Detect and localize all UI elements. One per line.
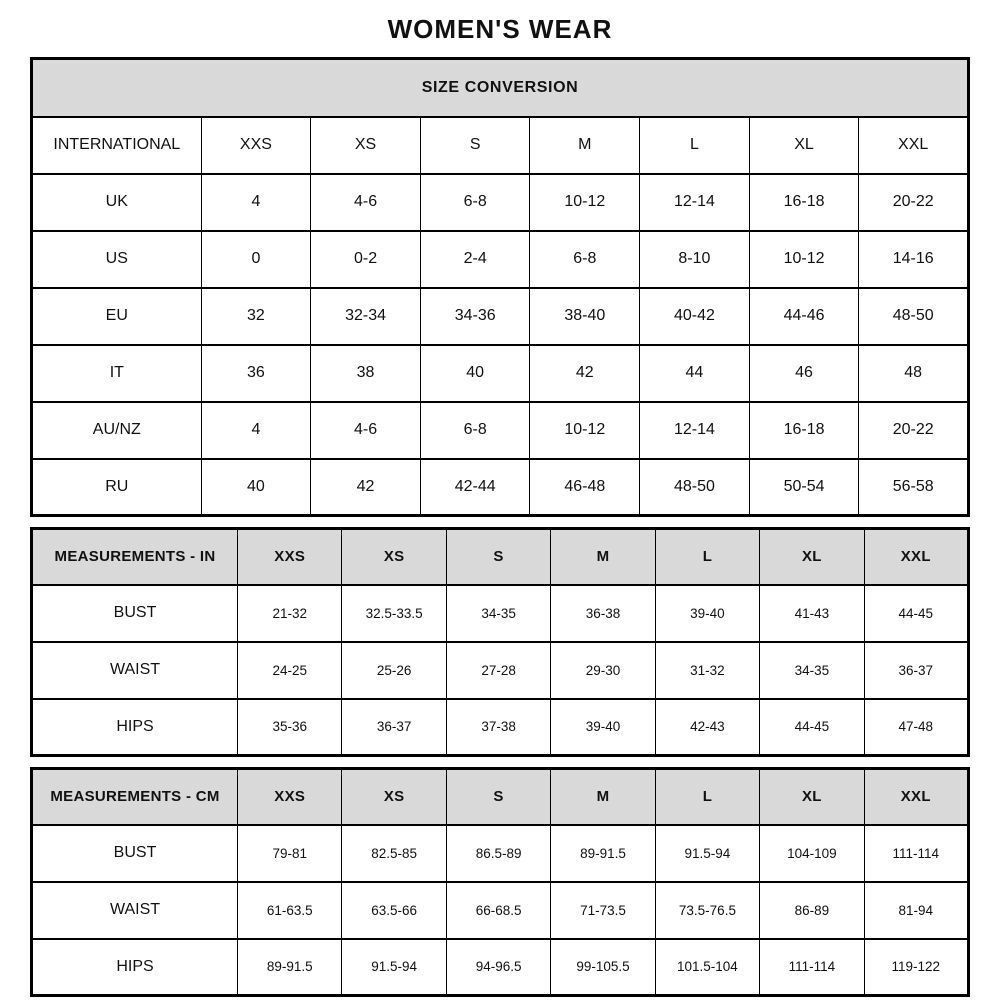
- value-cell: 14-16: [859, 231, 969, 288]
- value-cell: 25-26: [342, 642, 446, 699]
- value-cell: 50-54: [749, 459, 859, 516]
- header-cell: XL: [760, 769, 864, 825]
- value-cell: 73.5-76.5: [655, 882, 759, 939]
- value-cell: 4-6: [311, 174, 421, 231]
- table-row: [32, 825, 969, 882]
- measurements-in-body: [32, 585, 969, 756]
- header-cell: XXS: [238, 529, 342, 585]
- value-cell: 4: [201, 402, 311, 459]
- value-cell: 32-34: [311, 288, 421, 345]
- page-title: WOMEN'S WEAR: [387, 14, 613, 44]
- value-cell: 119-122: [864, 939, 968, 996]
- value-cell: 21-32: [238, 585, 342, 642]
- value-cell: 38-40: [530, 288, 640, 345]
- value-cell: 91.5-94: [342, 939, 446, 996]
- value-cell: 24-25: [238, 642, 342, 699]
- value-cell: 99-105.5: [551, 939, 655, 996]
- size-conversion-header-row: [32, 117, 969, 174]
- value-cell: 32.5-33.5: [342, 585, 446, 642]
- header-cell: L: [655, 769, 759, 825]
- header-cell: XXL: [864, 529, 968, 585]
- size-conversion-title-row: [32, 59, 969, 117]
- value-cell: 39-40: [551, 699, 655, 756]
- value-cell: 27-28: [446, 642, 550, 699]
- table-row: [32, 288, 969, 345]
- value-cell: 6-8: [530, 231, 640, 288]
- size-conversion-title: SIZE CONVERSION: [32, 59, 969, 117]
- value-cell: 35-36: [238, 699, 342, 756]
- value-cell: 42: [311, 459, 421, 516]
- size-conversion-table: [30, 57, 970, 517]
- header-cell: XS: [342, 769, 446, 825]
- header-cell: XL: [749, 117, 859, 174]
- value-cell: 56-58: [859, 459, 969, 516]
- value-cell: 71-73.5: [551, 882, 655, 939]
- value-cell: 91.5-94: [655, 825, 759, 882]
- table-row: [32, 699, 969, 756]
- header-cell: XXL: [864, 769, 968, 825]
- row-label: WAIST: [32, 882, 238, 939]
- table-row: [32, 882, 969, 939]
- value-cell: 101.5-104: [655, 939, 759, 996]
- value-cell: 40: [420, 345, 530, 402]
- value-cell: 36: [201, 345, 311, 402]
- table-row: [32, 939, 969, 996]
- measurements-in-table: [30, 527, 970, 757]
- table-row: [32, 402, 969, 459]
- header-cell: XXL: [859, 117, 969, 174]
- value-cell: 6-8: [420, 402, 530, 459]
- value-cell: 48-50: [640, 459, 750, 516]
- value-cell: 40-42: [640, 288, 750, 345]
- value-cell: 61-63.5: [238, 882, 342, 939]
- measurements-cm-table: [30, 767, 970, 997]
- header-cell: S: [420, 117, 530, 174]
- value-cell: 0-2: [311, 231, 421, 288]
- measurements-in-header-row: [32, 529, 969, 585]
- row-label: HIPS: [32, 699, 238, 756]
- value-cell: 10-12: [530, 402, 640, 459]
- value-cell: 8-10: [640, 231, 750, 288]
- row-label: WAIST: [32, 642, 238, 699]
- table-row: [32, 174, 969, 231]
- value-cell: 42: [530, 345, 640, 402]
- value-cell: 31-32: [655, 642, 759, 699]
- header-cell: XS: [311, 117, 421, 174]
- value-cell: 38: [311, 345, 421, 402]
- value-cell: 41-43: [760, 585, 864, 642]
- measurements-cm-header-row: [32, 769, 969, 825]
- row-label: UK: [32, 174, 202, 231]
- header-cell: MEASUREMENTS - CM: [32, 769, 238, 825]
- header-cell: M: [551, 529, 655, 585]
- table-row: [32, 642, 969, 699]
- value-cell: 44-46: [749, 288, 859, 345]
- value-cell: 12-14: [640, 174, 750, 231]
- value-cell: 40: [201, 459, 311, 516]
- value-cell: 86.5-89: [446, 825, 550, 882]
- value-cell: 111-114: [864, 825, 968, 882]
- value-cell: 44: [640, 345, 750, 402]
- value-cell: 10-12: [749, 231, 859, 288]
- table-row: [32, 231, 969, 288]
- value-cell: 36-38: [551, 585, 655, 642]
- value-cell: 34-36: [420, 288, 530, 345]
- row-label: AU/NZ: [32, 402, 202, 459]
- value-cell: 81-94: [864, 882, 968, 939]
- value-cell: 0: [201, 231, 311, 288]
- header-cell: MEASUREMENTS - IN: [32, 529, 238, 585]
- header-cell: INTERNATIONAL: [32, 117, 202, 174]
- value-cell: 12-14: [640, 402, 750, 459]
- value-cell: 63.5-66: [342, 882, 446, 939]
- value-cell: 44-45: [864, 585, 968, 642]
- row-label: HIPS: [32, 939, 238, 996]
- value-cell: 16-18: [749, 174, 859, 231]
- value-cell: 104-109: [760, 825, 864, 882]
- value-cell: 32: [201, 288, 311, 345]
- value-cell: 36-37: [864, 642, 968, 699]
- header-cell: M: [551, 769, 655, 825]
- value-cell: 47-48: [864, 699, 968, 756]
- value-cell: 111-114: [760, 939, 864, 996]
- row-label: RU: [32, 459, 202, 516]
- value-cell: 4-6: [311, 402, 421, 459]
- value-cell: 86-89: [760, 882, 864, 939]
- measurements-cm-body: [32, 825, 969, 996]
- value-cell: 36-37: [342, 699, 446, 756]
- value-cell: 39-40: [655, 585, 759, 642]
- header-cell: S: [446, 529, 550, 585]
- value-cell: 94-96.5: [446, 939, 550, 996]
- value-cell: 34-35: [760, 642, 864, 699]
- header-cell: M: [530, 117, 640, 174]
- table-row: [32, 585, 969, 642]
- value-cell: 6-8: [420, 174, 530, 231]
- header-cell: S: [446, 769, 550, 825]
- header-cell: XL: [760, 529, 864, 585]
- value-cell: 89-91.5: [238, 939, 342, 996]
- header-cell: L: [655, 529, 759, 585]
- value-cell: 4: [201, 174, 311, 231]
- row-label: BUST: [32, 825, 238, 882]
- size-conversion-body: [32, 174, 969, 516]
- table-row: [32, 459, 969, 516]
- value-cell: 20-22: [859, 402, 969, 459]
- value-cell: 66-68.5: [446, 882, 550, 939]
- value-cell: 44-45: [760, 699, 864, 756]
- value-cell: 2-4: [420, 231, 530, 288]
- value-cell: 48-50: [859, 288, 969, 345]
- value-cell: 37-38: [446, 699, 550, 756]
- value-cell: 79-81: [238, 825, 342, 882]
- header-cell: L: [640, 117, 750, 174]
- value-cell: 89-91.5: [551, 825, 655, 882]
- header-cell: XXS: [238, 769, 342, 825]
- table-row: [32, 345, 969, 402]
- header-cell: XS: [342, 529, 446, 585]
- row-label: IT: [32, 345, 202, 402]
- value-cell: 42-43: [655, 699, 759, 756]
- value-cell: 20-22: [859, 174, 969, 231]
- value-cell: 46: [749, 345, 859, 402]
- value-cell: 82.5-85: [342, 825, 446, 882]
- value-cell: 46-48: [530, 459, 640, 516]
- row-label: EU: [32, 288, 202, 345]
- value-cell: 34-35: [446, 585, 550, 642]
- row-label: BUST: [32, 585, 238, 642]
- value-cell: 48: [859, 345, 969, 402]
- value-cell: 16-18: [749, 402, 859, 459]
- value-cell: 42-44: [420, 459, 530, 516]
- header-cell: XXS: [201, 117, 311, 174]
- value-cell: 29-30: [551, 642, 655, 699]
- row-label: US: [32, 231, 202, 288]
- value-cell: 10-12: [530, 174, 640, 231]
